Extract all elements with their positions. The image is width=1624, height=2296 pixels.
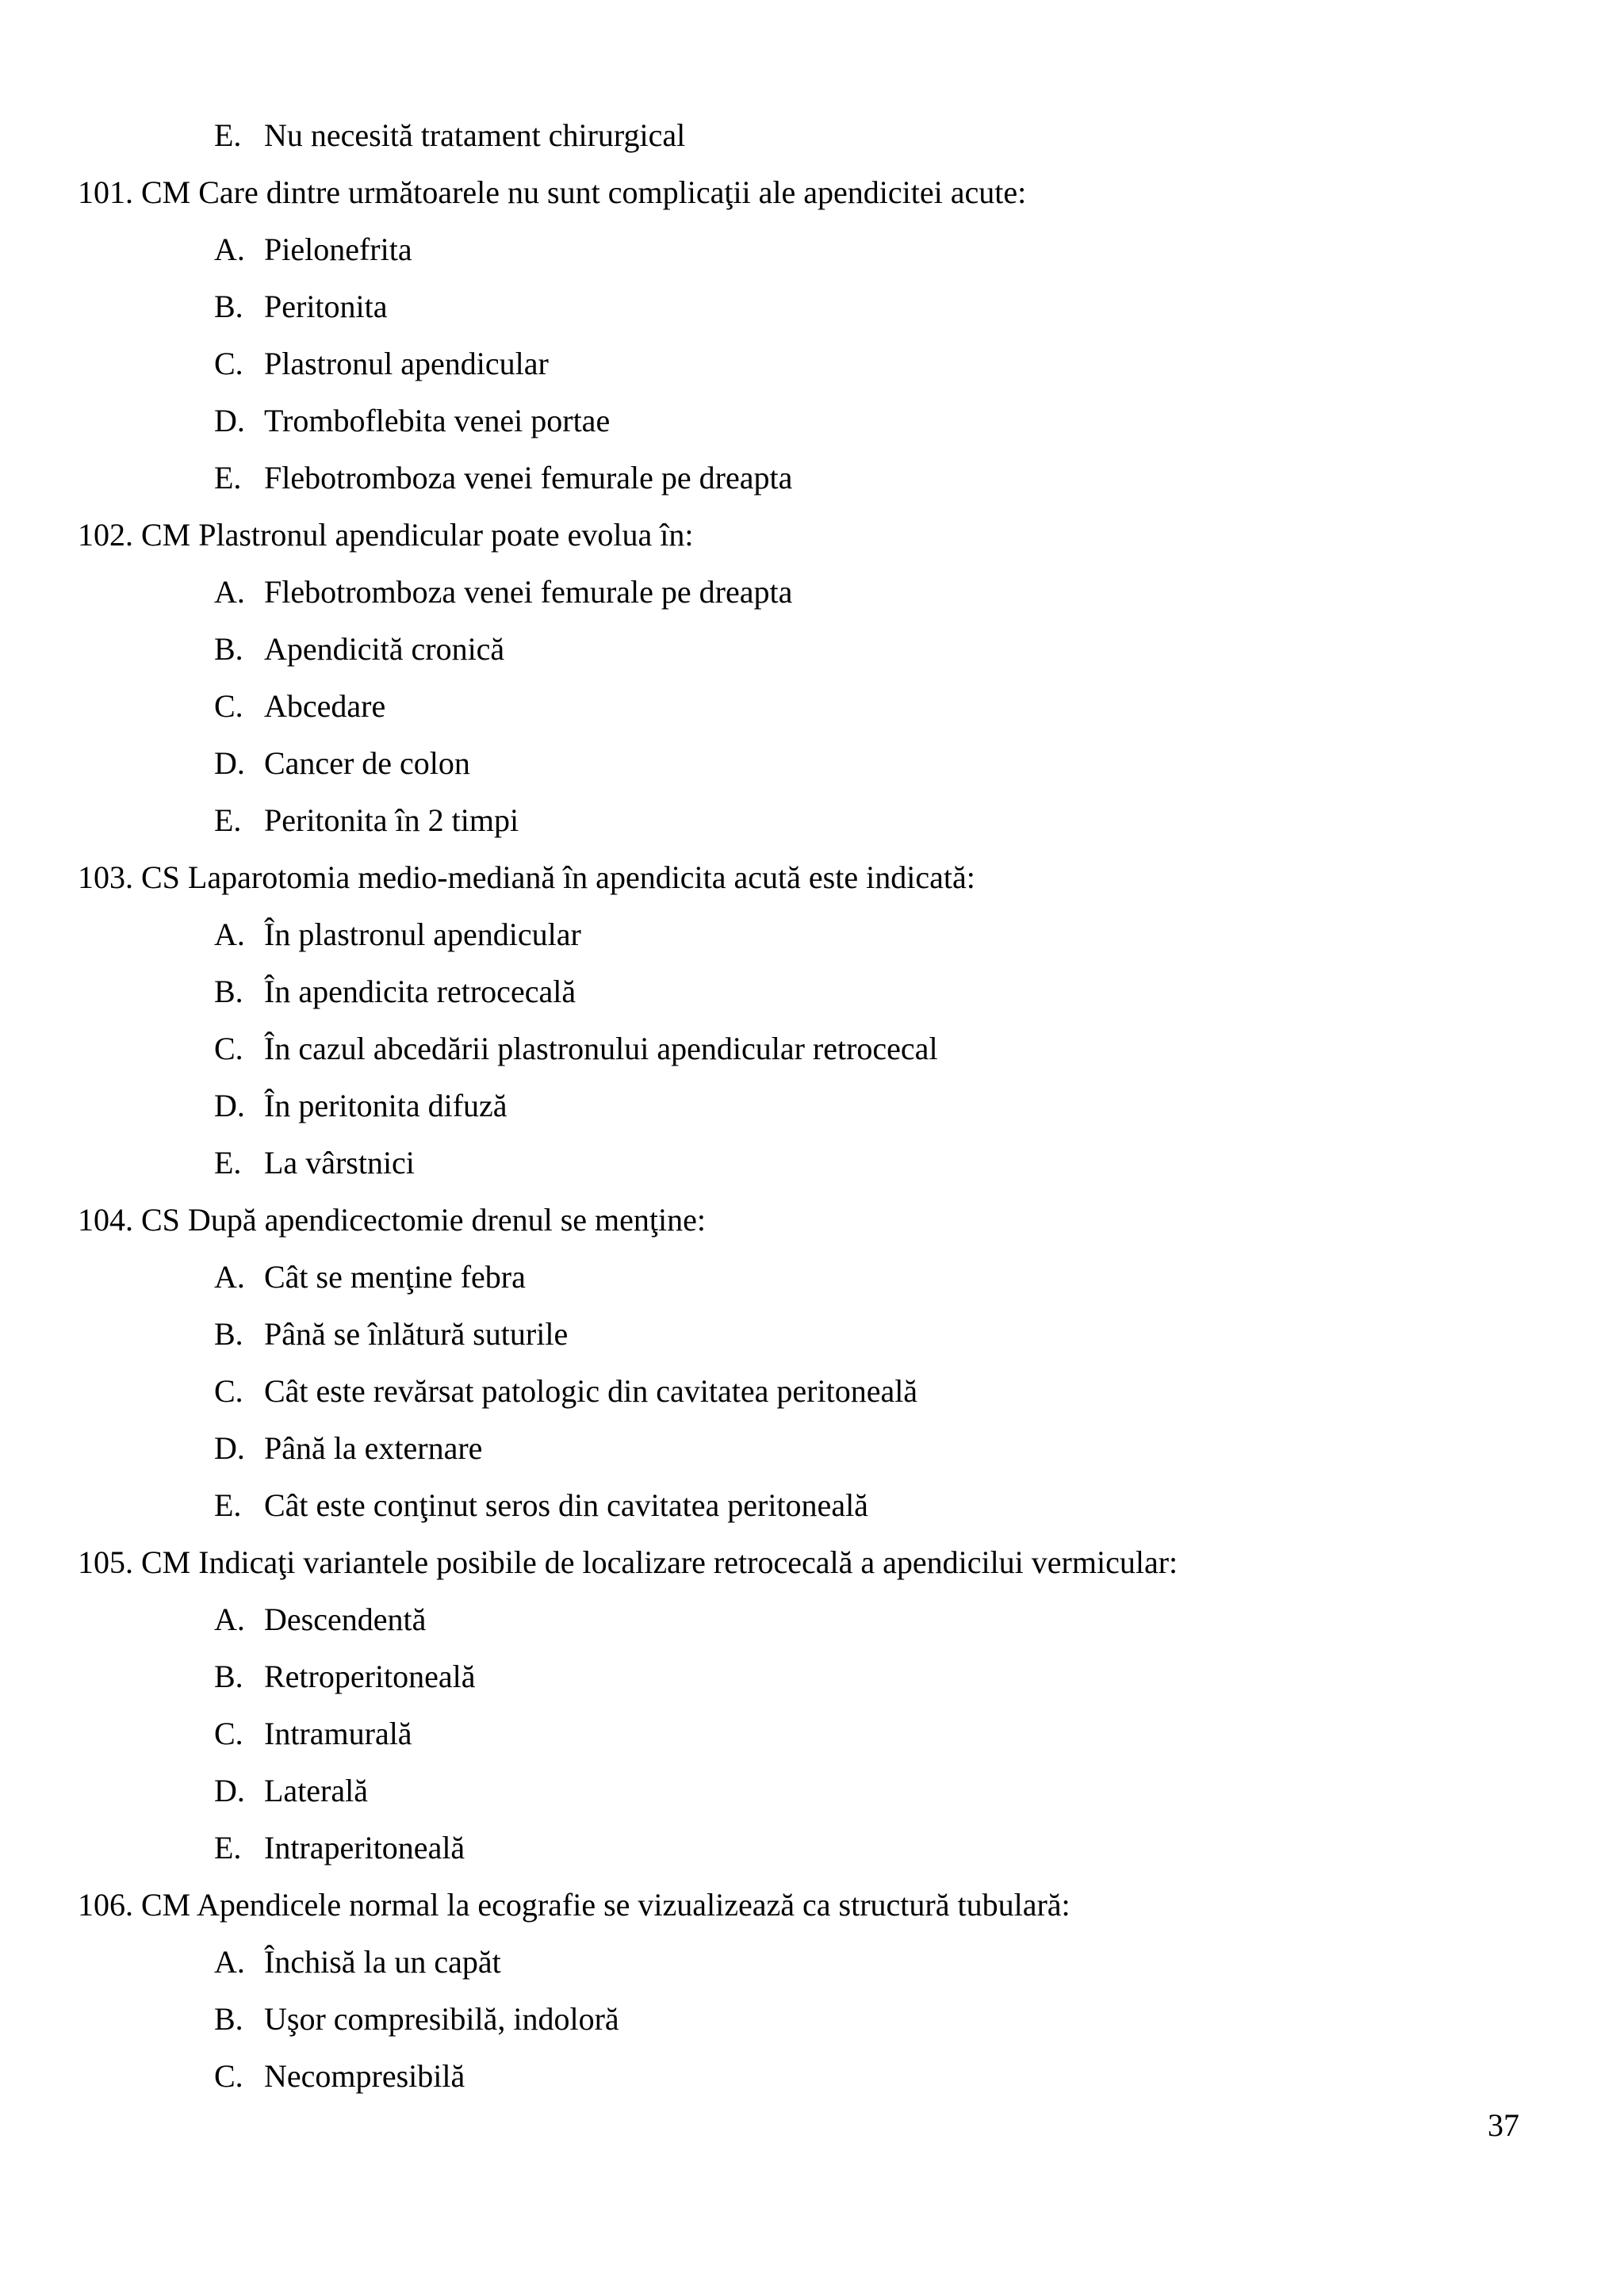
question-text: CM Indicaţi variantele posibile de localizare retrocecală a apendicilui vermicular:	[141, 1544, 1178, 1580]
option-text: Abcedare	[264, 688, 386, 724]
option-letter: A.	[214, 1944, 245, 1980]
option-letter: A.	[214, 916, 245, 952]
option-letter: A.	[214, 1601, 245, 1637]
option-letter: A.	[214, 232, 245, 267]
option-letter: E.	[214, 1487, 242, 1523]
option-line	[214, 630, 504, 668]
option-line	[214, 687, 385, 725]
option-line	[214, 288, 388, 326]
question-text: CS Laparotomia medio-mediană în apendicita acută este indicată:	[141, 859, 975, 895]
question-number: 101.	[78, 174, 133, 210]
option-letter: D.	[214, 403, 245, 438]
option-letter: E.	[214, 117, 242, 153]
option-letter: B.	[214, 2001, 243, 2037]
option-line	[214, 1030, 938, 1068]
option-letter: E.	[214, 460, 242, 496]
option-line	[214, 802, 519, 840]
option-letter: B.	[214, 1659, 243, 1694]
option-line	[214, 2000, 619, 2038]
option-line	[214, 573, 792, 611]
option-letter: E.	[214, 1145, 242, 1181]
option-text: Necompresibilă	[264, 2058, 465, 2094]
option-line	[214, 744, 470, 783]
option-letter: D.	[214, 1430, 245, 1466]
option-text: Pielonefrita	[264, 232, 412, 267]
option-text: Uşor compresibilă, indoloră	[264, 2001, 619, 2037]
option-letter: C.	[214, 1031, 243, 1066]
option-line	[214, 1315, 568, 1353]
option-line	[214, 231, 412, 269]
option-line	[214, 1715, 412, 1753]
option-text: Plastronul apendicular	[264, 346, 549, 381]
option-letter: B.	[214, 974, 243, 1009]
question-number: 105.	[78, 1544, 133, 1580]
option-letter: C.	[214, 1373, 243, 1409]
option-letter: B.	[214, 631, 243, 667]
option-letter: E.	[214, 802, 242, 838]
option-text: Cât este revărsat patologic din cavitatea peritoneală	[264, 1373, 918, 1409]
option-letter: C.	[214, 688, 243, 724]
option-text: În cazul abcedării plastronului apendicular retrocecal	[264, 1031, 938, 1066]
option-text: Descendentă	[264, 1601, 427, 1637]
question-line	[78, 859, 975, 897]
option-letter: D.	[214, 745, 245, 781]
option-text: În apendicita retrocecală	[264, 974, 576, 1009]
option-line	[214, 1372, 917, 1410]
option-text: În plastronul apendicular	[264, 916, 581, 952]
question-number: 104.	[78, 1202, 133, 1238]
question-text: CM Apendicele normal la ecografie se vizualizează ca structură tubulară:	[141, 1887, 1071, 1923]
option-text: Tromboflebita venei portae	[264, 403, 611, 438]
question-number: 106.	[78, 1887, 133, 1923]
option-letter: C.	[214, 1716, 243, 1751]
option-line	[214, 1429, 482, 1468]
option-letter: D.	[214, 1773, 245, 1808]
question-line	[78, 516, 694, 554]
option-text: Până la externare	[264, 1430, 483, 1466]
question-number: 103.	[78, 859, 133, 895]
option-text: Retroperitoneală	[264, 1659, 476, 1694]
option-line	[214, 402, 610, 440]
question-line	[78, 1886, 1071, 1924]
option-letter: C.	[214, 2058, 243, 2094]
page-number: 37	[1488, 2107, 1519, 2143]
option-line	[214, 916, 581, 954]
option-line	[214, 1772, 368, 1810]
option-line	[214, 1658, 476, 1696]
option-text: Până se înlătură suturile	[264, 1316, 569, 1352]
option-letter: B.	[214, 289, 243, 324]
option-text: Nu necesită tratament chirurgical	[264, 117, 686, 153]
question-number: 102.	[78, 517, 133, 553]
option-line	[214, 1258, 526, 1296]
option-line	[214, 1087, 508, 1125]
question-line	[78, 174, 1026, 212]
option-letter: E.	[214, 1830, 242, 1866]
option-text: Peritonita în 2 timpi	[264, 802, 519, 838]
option-letter: A.	[214, 1259, 245, 1295]
option-text: La vârstnici	[264, 1145, 415, 1181]
option-line	[214, 345, 549, 383]
option-line	[214, 1487, 868, 1525]
option-letter: D.	[214, 1088, 245, 1123]
question-line	[78, 1201, 706, 1239]
option-text: Intraperitoneală	[264, 1830, 465, 1866]
option-letter: C.	[214, 346, 243, 381]
option-text: Flebotromboza venei femurale pe dreapta	[264, 460, 793, 496]
option-line	[214, 117, 685, 155]
option-letter: A.	[214, 574, 245, 610]
option-letter: B.	[214, 1316, 243, 1352]
question-text: CM Plastronul apendicular poate evolua în:	[141, 517, 694, 553]
option-text: Cât este conţinut seros din cavitatea peritoneală	[264, 1487, 868, 1523]
option-line	[214, 973, 576, 1011]
option-line	[214, 1144, 415, 1182]
option-line	[214, 1943, 501, 1981]
option-text: Cancer de colon	[264, 745, 470, 781]
option-line	[214, 1829, 465, 1867]
option-text: Peritonita	[264, 289, 388, 324]
option-line	[214, 2057, 465, 2095]
option-text: Închisă la un capăt	[264, 1944, 501, 1980]
option-text: Intramurală	[264, 1716, 412, 1751]
option-line	[214, 459, 792, 497]
question-text: CM Care dintre următoarele nu sunt complicaţii ale apendicitei acute:	[141, 174, 1027, 210]
option-text: Flebotromboza venei femurale pe dreapta	[264, 574, 793, 610]
option-text: Laterală	[264, 1773, 368, 1808]
option-text: Cât se menţine febra	[264, 1259, 526, 1295]
option-text: Apendicită cronică	[264, 631, 505, 667]
option-text: În peritonita difuză	[264, 1088, 508, 1123]
option-line	[214, 1601, 426, 1639]
question-line	[78, 1544, 1178, 1582]
question-text: CS După apendicectomie drenul se menţine:	[141, 1202, 707, 1238]
